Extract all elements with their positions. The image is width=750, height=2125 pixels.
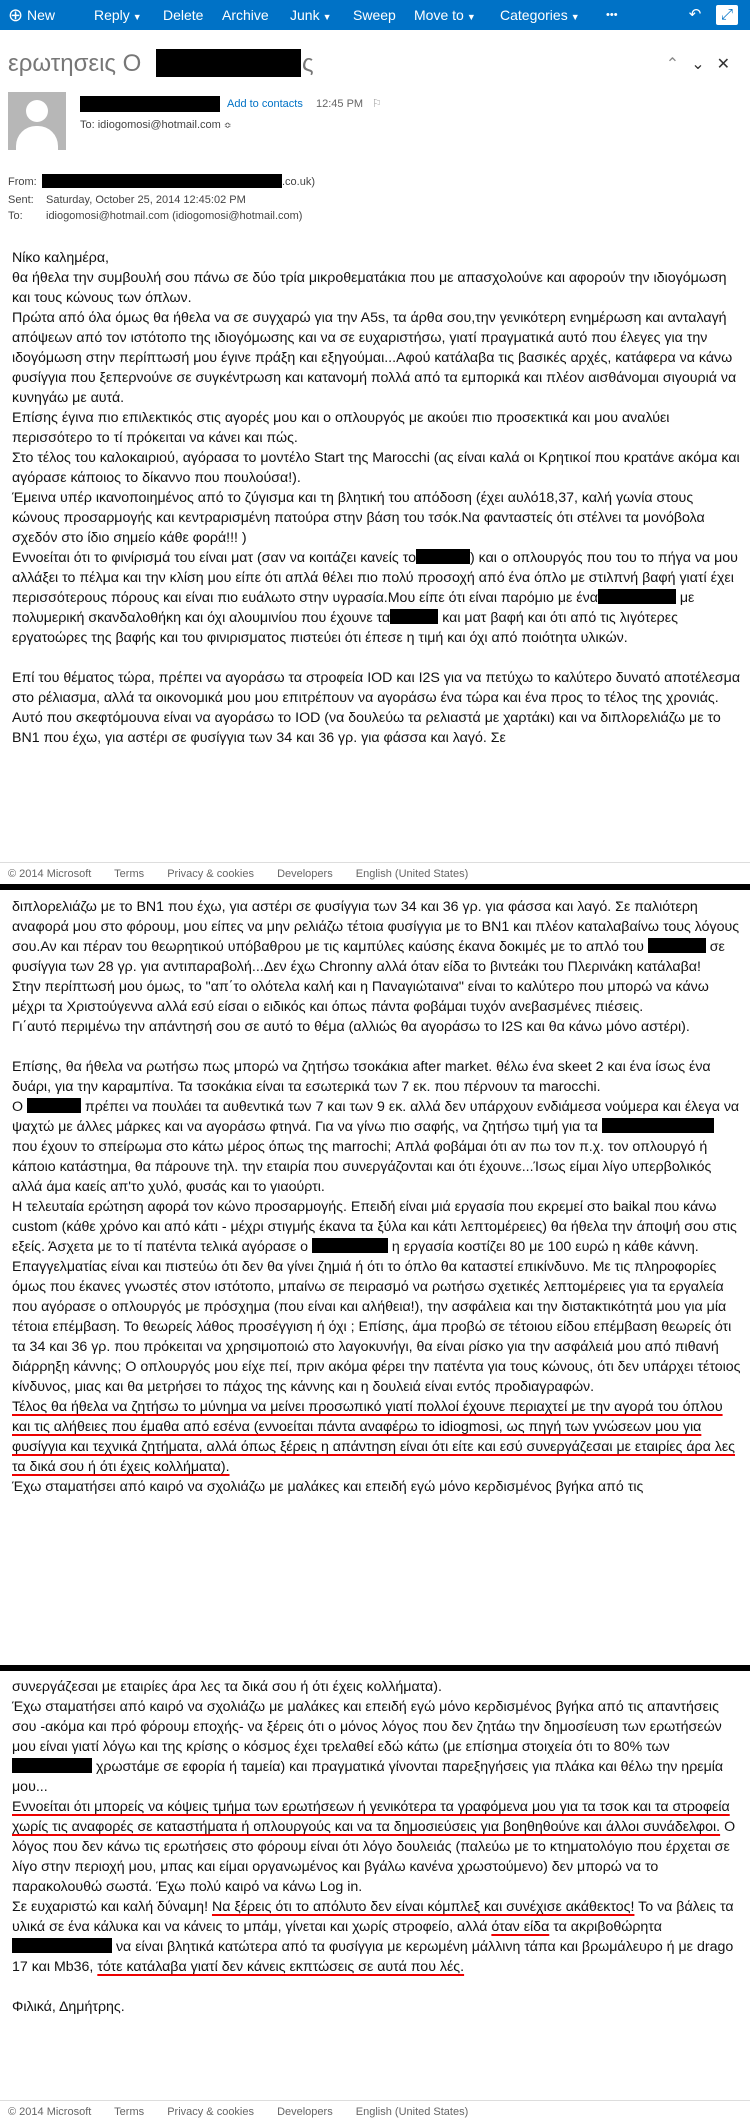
categories-button[interactable]: Categories ▼ — [500, 7, 580, 23]
redaction-block — [390, 609, 438, 624]
language-link[interactable]: English (United States) — [355, 2106, 469, 2118]
from-redaction — [42, 174, 282, 188]
paragraph: θα ήθελα την συμβουλή σου πάνω σε δύο τρία μικροθεματάκια που με απασχολούνε και αφορούν την ιδιογόμωση και τους κώνους των όπλων. — [12, 270, 727, 306]
paragraph: Έχω σταματήσει από καιρό να σχολιάζω με μαλάκες και επειδή εγώ μόνο κερδισμένος βγήκα από τις — [12, 1479, 644, 1495]
privacy-link[interactable]: Privacy & cookies — [167, 2106, 254, 2118]
developers-link[interactable]: Developers — [277, 868, 333, 880]
up-arrow-icon[interactable]: ⌃ — [665, 56, 692, 73]
paragraph: Τέλος θα ήθελα να ζητήσω το μύνημα να μείνει προσωπικό γιατί πολλοί έχουνε περιαχτεί με την αγορά του όπλου και τις αλήθειες που έμαθα από εσένα (εννοείται πάντα αναφέρω το idiogmosi, ως πηγή των γνώσεων μου για φυσίγγια και τεχνικά ζητήματα, αλλά όπως ξέρεις η απάντηση είναι ότι είτε και εσύ συνεργάζεσαι με εταιρίες άρα λες τα δικά σου ή ότι έχεις κολλήματα). — [12, 1399, 736, 1475]
paragraph: Έμεινα υπέρ ικανοποιημένος από το ζύγισμα και τη βλητική του απόδοση (έχει αυλό18,37, καλή γωνία στους κώνους προσαρμογής και κεντραρισμένη πατούρα στην βάση του τσόκ.Να φανταστείς ότι στέλνει τα μονόβολα σχεδόν στο ίδιο σημείο κάθε φορά!!! ) — [12, 490, 705, 546]
to-line: To: idiogomosi@hotmail.com ≎ — [80, 119, 232, 131]
paragraph: διπλορελιάζω με το BN1 που έχω, για αστέρι σε φυσίγγια των 34 και 36 γρ. για φάσσα και λαγό. Σε παλιότερη αναφορά μου στο φόρουμ, μου είπες να μην ρελιάζω τέτοια φυσίγγια με το BN1 και πλέον καταλαβαίνω τους λόγους σου.Αν και πέραν του θεωρητικού υπόβαθρου με τις καμπύλες καύσης έκανα δοκιμές με το απλό του σε φυσίγγια των 28 γρ. για αντιπαραβολή...Δεν έχω Chronny αλλά όταν είδα το βιντεάκι του Πλερινάκη κατάλαβα! — [12, 899, 740, 975]
screenshot-divider — [0, 884, 750, 890]
message-body-part-3 — [12, 1677, 742, 2017]
reply-button[interactable]: Reply ▼ — [94, 7, 142, 23]
more-button[interactable]: ••• — [606, 9, 618, 21]
add-to-contacts-link[interactable]: Add to contacts — [227, 98, 303, 110]
message-body-part-1 — [12, 248, 742, 748]
greeting: Νίκο καλημέρα, — [12, 250, 109, 266]
subject-suffix: ς — [302, 50, 314, 77]
paragraph: Η τελευταία ερώτηση αφορά τον κώνο προσαρμογής. Επειδή είναι μιά εργασία που εκρεμεί στο baikal που κάνω custom (κάθε χρόνο και από κάτι - μέχρι στιγμής έκανα τα ξύλα και κάτι λεπτομέρειες) θα ήθελα την άποψή σου στις εξείς. Άσχετα με το τί πατέντα τελικά αγόρασε ο η εργασία κοστίζει 80 με 100 ευρώ η κάθε κάννη. Επαγγελματίας είναι και πιστεύω ότι δεν θα γίνει ζημιά ή ότι το όπλο θα καταστεί επικίνδυνο. Με τις πληροφορίες όμως που έκανες γνωστές στον ιστότοπο, μπαίνω σε πειρασμό να ρωτήσω σχετικές λεπτομέρειες για τα εργαλεία που αγόρασε ο οπλουργός με πρόσχημα (που είναι και αλήθεια!), την ασφάλεια και την διστακτικότητά μου για μία τέτοια επέμβαση. Το θεωρείς λάθος προσέγγιση ή όχι ; Επίσης, άμα προβώ σε τέτοιου είδου επέμβαση θεωρείς ότι τα 34 και 36 γρ. που πρόκειται να χρησιμοποιώ στο λαγοκυνήγι, θα είναι ρίσκο για την ασφάλειά μου από πιθανή διάρρηξη κάννης; Ο οπλουργός μου είχε πεί, πριν ακόμα φέρει την πατέντα για τους κώνους, ότι δεν υπάρχει τέτοιος κίνδυνος, μιας και θα μετρήσει το πάχος της κάννης και η δουλειά είναι εντός προδιαγραφών. — [12, 1199, 741, 1395]
plus-icon: ⊕ — [8, 5, 24, 25]
command-bar — [0, 0, 750, 30]
paragraph: συνεργάζεσαι με εταιρίες άρα λες τα δικά σου ή ότι έχεις κολλήματα). — [12, 1679, 442, 1695]
paragraph: Επίσης έγινα πιο επιλεκτικός στις αγορές μου και ο οπλουργός με ακούει πιο προσεκτικά και μου αναλύει περισσότερο το τί πρόκειται να κάνει και πώς. — [12, 410, 670, 446]
privacy-link[interactable]: Privacy & cookies — [167, 868, 254, 880]
fwd-sent: Sent: Saturday, October 25, 2014 12:45:02 PM — [8, 194, 246, 206]
signature: Φιλικά, Δημήτρης. — [12, 1999, 125, 2015]
fwd-from-suffix: .co.uk) — [282, 176, 316, 188]
close-icon[interactable]: ✕ — [716, 56, 742, 73]
redaction-block — [602, 1118, 714, 1133]
down-arrow-icon[interactable]: ⌄ — [691, 56, 717, 73]
move-to-button[interactable]: Move to ▼ — [414, 7, 476, 23]
popout-icon[interactable]: ⤢ — [716, 5, 738, 25]
redaction-block — [156, 49, 301, 77]
fwd-to: To: idiogomosi@hotmail.com (idiogomosi@hotmail.com) — [8, 210, 303, 222]
redaction-block — [312, 1238, 388, 1253]
paragraph: Αυτό που σκεφτόμουνα είναι να αγοράσω το IOD (να δουλεύω τα ρελιαστά με χαρτάκι) και να διπλορελιάζω με το BN1 που έχω, για αστέρι σε φυσίγγια των 34 και 36 γρ. για φάσσα και λαγό. Σε — [12, 710, 721, 746]
footer: © 2014 Microsoft Terms Privacy & cookies Developers English (United States) — [8, 2106, 469, 2118]
paragraph: Εννοείται ότι το φινίρισμά του είναι ματ (σαν να κοιτάζει κανείς το ) και ο οπλουργός που του το πήγα να μου αλλάξει το πέλμα και την κλίση μου είπε ότι απλά θέλει πιο πολύ προσοχή από ένα όπλο με στιλπνή βαφή γιατί έχει περισσότερους πόρους και είναι πιο ευάλωτο στην υγρασία.Μου είπε ότι είναι παρόμιο με ένα με πολυμερική σκανδαλοθήκη και όχι αλουμινίου που έχουνε τα και ματ βαφή και ότι από τις λιγότερες εργατοώρες της βαφής και του φινιρισματος πιστεύει ότι έπεσε η τιμή και όχι από ποιότητα υλικών. — [12, 550, 738, 646]
redaction-block — [12, 1938, 112, 1953]
chevron-down-icon: ▼ — [322, 12, 332, 22]
footer: © 2014 Microsoft Terms Privacy & cookies Developers English (United States) — [8, 868, 469, 880]
paragraph: Επί του θέματος τώρα, πρέπει να αγοράσω τα στροφεία IOD και I2S για να πετύχω το καλύτερο δυνατό αποτέλεσμα στο ρέλιασμα, αλλά τα οικονομικά μου μου επιτρέπουν να αγοράσω ένα τώρα και ένα προς το τέλος της χρονιάς. — [12, 670, 741, 706]
undo-icon[interactable]: ↶ — [688, 6, 702, 23]
terms-link[interactable]: Terms — [114, 868, 145, 880]
developers-link[interactable]: Developers — [277, 2106, 333, 2118]
redaction-block — [598, 589, 676, 604]
message-time: 12:45 PM — [316, 98, 364, 110]
flag-icon[interactable]: ⚐ — [372, 98, 382, 110]
expand-icon[interactable]: ≎ — [223, 120, 232, 130]
redaction-block — [648, 938, 706, 953]
archive-button[interactable]: Archive — [222, 7, 269, 23]
fwd-from: From: — [8, 176, 37, 188]
paragraph: Στο τέλος του καλοκαιριού, αγόρασα το μοντέλο Start της Marocchi (ας είναι καλά οι Κρητικοί που κρατάνε ακόμα και αγόρασε κάποιος το δίκαννο που πουλούσα!). — [12, 450, 740, 486]
sweep-button[interactable]: Sweep — [353, 7, 396, 23]
paragraph: Σε ευχαριστώ και καλή δύναμη! Να ξέρεις ότι το απόλυτο δεν είναι κόμπλεξ και συνέχισε ακάθεκτος! Το να βάλεις τα υλικά σε ένα κάλυκα και να κάνεις το μπάμ, γίνεται και χωρίς στροφείο, αλλά όταν είδα τα ακριβοθώρητα να είναι βλητικά κατώτερα από τα φυσίγγια με κερωμένη μάλλινη τάπα και βρωμάλευρο ή με drago 17 και Mb36, τότε κατάλαβα γιατί δεν κάνεις εκπτώσεις σε αυτά που λές. — [12, 1899, 734, 1975]
paragraph: Εννοείται ότι μπορείς να κόψεις τμήμα των ερωτήσεων ή γενικότερα τα γραφόμενα μου για τα τσοκ και τα στροφεία χωρίς τις αναφορές σε καταστήματα ή οπλουργούς και να τα δημοσιεύσεις για βοηθηθούνε και άλλοι συνάδελφοι. Ο λόγος που δεν κάνω τις ερωτήσεις στο φόρουμ είναι ότι λόγο δουλειάς (παλεύω με το κτηματολόγιο που έρχεται σε λίγο στην περιοχή μου, μπας και είμαι οργανωμένος και βγάλω κανένα χρωστούμενο) δεν μπορώ να το παρακολουθώ σωστά. Έχω πολύ καιρό να κάνω Log in. — [12, 1799, 736, 1895]
paragraph: Έχω σταματήσει από καιρό να σχολιάζω με μαλάκες και επειδή εγώ μόνο κερδισμένος βγήκα από τις απαντήσεις σου -ακόμα και πρό φόρουμ εποχής- να ξέρεις ότι ο μόνος λόγος που δεν ζητάω την δημοσίευση των ερωτήσεών μου είναι γιατί λόγω και της κρίσης ο κόσμος έχει τρελαθεί εδώ κάτω (με επίσημα στοιχεία ότι το 80% των χρωστάμε σε εφορία ή ταμεία) και πραγματικά γίνονται παρεξηγήσεις για πλάκα και θέλω την ηρεμία μου... — [12, 1699, 724, 1795]
message-body-part-2 — [12, 897, 742, 1497]
redaction-block — [12, 1758, 92, 1773]
new-button[interactable]: ⊕ New — [8, 5, 55, 25]
subject-line: ερωτησεις Ο — [8, 50, 142, 77]
terms-link[interactable]: Terms — [114, 2106, 145, 2118]
subject-row — [0, 44, 750, 84]
sender-name-redaction — [80, 96, 220, 112]
redaction-block — [27, 1098, 81, 1113]
paragraph: Γι΄αυτό περιμένω την απάντησή σου σε αυτό το θέμα (αλλιώς θα αγοράσω το I2S και θα κάνω μόνο αστέρι). — [12, 1019, 690, 1035]
junk-button[interactable]: Junk ▼ — [290, 7, 332, 23]
delete-button[interactable]: Delete — [163, 7, 204, 23]
paragraph: Επίσης, θα ήθελα να ρωτήσω πως μπορώ να ζητήσω τσοκάκια after market. θέλω ένα skeet 2 και ένα ίσως ένα δυάρι, για την καραμπίνα. Τα τσοκάκια είναι τα εσωτερικά των 7 εκ. που πέρνουν τα marocchi. — [12, 1059, 711, 1095]
chevron-down-icon: ▼ — [132, 12, 142, 22]
paragraph: Στην περίπτωσή μου όμως, το "απ΄το ολότελα καλή και η Παναγιώταινα" είναι το καλύτερο που μπορώ να κάνω μέχρι τα Χριστούγεννα αλλά εσύ είσαι ο ειδικός και όπως πάντα φοβάμαι τυχόν ανεβασμένες πιέσεις. — [12, 979, 709, 1015]
language-link[interactable]: English (United States) — [355, 868, 469, 880]
avatar — [8, 92, 66, 150]
chevron-down-icon: ▼ — [570, 12, 580, 22]
screenshot-divider — [0, 1665, 750, 1671]
chevron-down-icon: ▼ — [466, 12, 476, 22]
paragraph: Ο πρέπει να πουλάει τα αυθεντικά των 7 και των 9 εκ. αλλά δεν υπάρχουν ενδιάμεσα νούμερα και έλεγα να ψαχτώ με άλλες μάρκες και να αγοράσω φτηνά. Για να γίνω πιο σαφής, να ζητήσω τιμή για τα που έχουν το σπείρωμα στο κάτω μέρος όπως της marrochi; Απλά φοβάμαι ότι αν πω τον π.χ. τον οπλουργό ή κάποιο κατάστημα, θα πάρουνε τηλ. την εταιρία που συνεργάζονται και ότι έχουνε...Ίσως είμαι λίγο υπερβολικός αλλά άμα καείς απ'το χυλό, φυσάς και το γιαούρτι. — [12, 1099, 740, 1195]
paragraph: Πρώτα από όλα όμως θα ήθελα να σε συγχαρώ για την Α5s, τα άρθα σου,την γενικότερη ενημέρωση και ανταλαγή απόψεων από τον ιστότοπο της ιδιογόμωσης και να σε ευχαριστήσω, γιατί πραγματικά αυτό που έλεγες για την ιδογόμωση στην περίπτωσή μου έγινε πράξη και εξηγούμαι...Αφού κατάλαβα τις βασικές αρχές, κατάφερα να κάνω φυσίγγια που ξεπερνούνε σε συγκέντρωση και κατανομή πολλά από τα εμπορικά και πλέον αισθάνομαι σιγουριά να κυνηγάω με αυτά. — [12, 310, 737, 406]
redaction-block — [416, 549, 470, 564]
message-nav — [666, 54, 742, 74]
